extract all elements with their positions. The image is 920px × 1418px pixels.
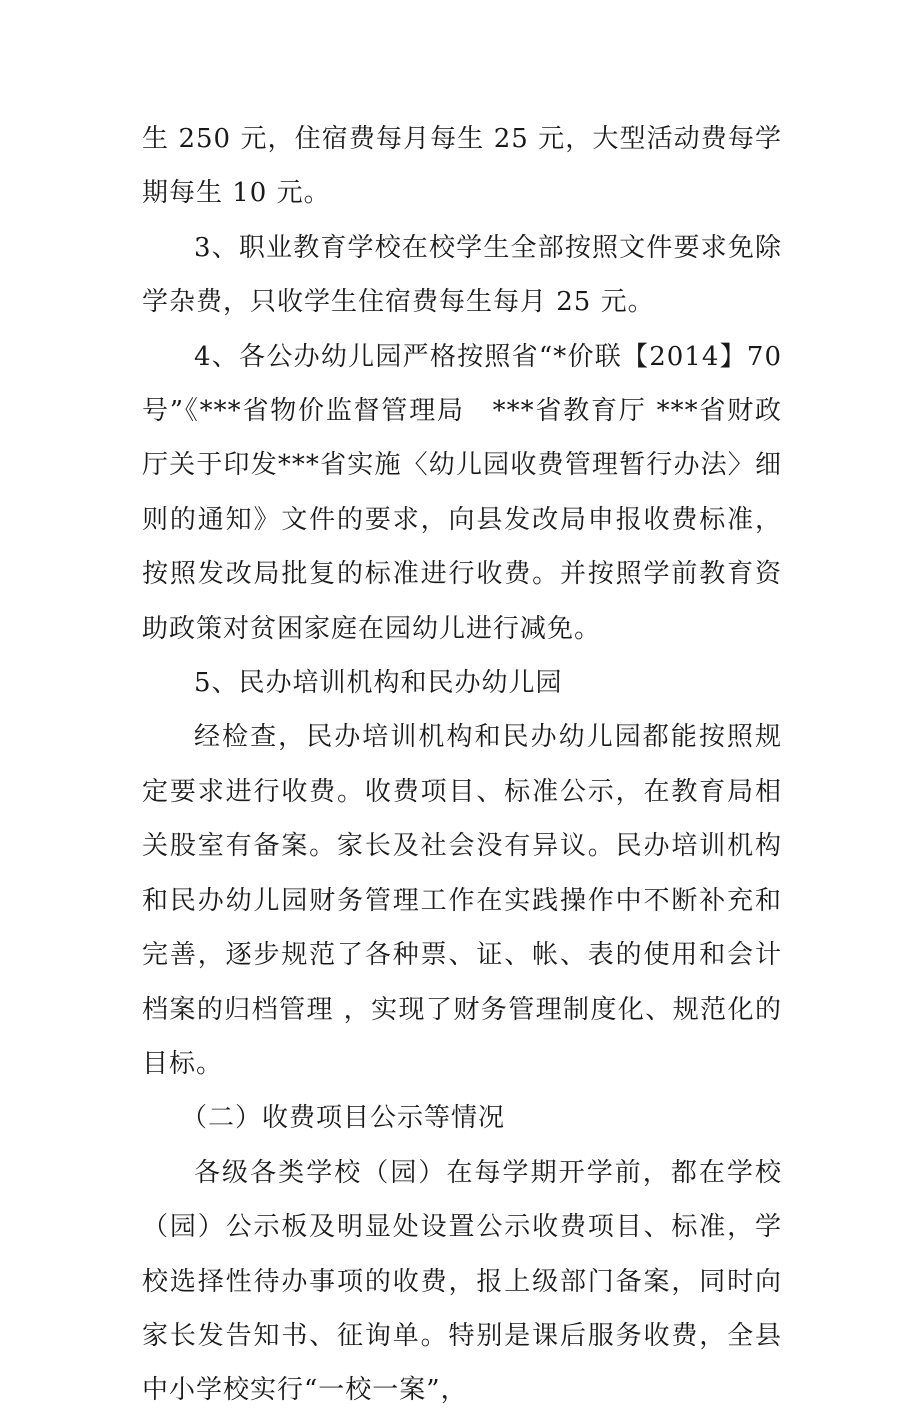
paragraph-private-institutions-heading: 5、民办培训机构和民办幼儿园	[194, 668, 563, 699]
paragraph-fee-continuation: 生 250 元，住宿费每月每生 25 元，大型活动费每学期每生 10 元。	[142, 124, 782, 209]
paragraph-fee-disclosure: 各级各类学校（园）在每学期开学前，都在学校（园）公示板及明显处设置公示收费项目、标准，学校选择性待办事项的收费，报上级部门备案，同时向家长发告知书、征询单。特别是课后服务收费，全县中小学校实行“一校一案”，	[142, 1157, 782, 1406]
paragraph-vocational-schools: 3、职业教育学校在校学生全部按照文件要求免除学杂费，只收学生住宿费每生每月 25 元。	[142, 232, 782, 318]
paragraph-inspection-results: 经检查，民办培训机构和民办幼儿园都能按照规定要求进行收费。收费项目、标准公示，在教育局相关股室有备案。家长及社会没有异议。民办培训机构和民办幼儿园财务管理工作在实践操作中不断补充和完善，逐步规范了各种票、证、帐、表的使用和会计档案的归档管理 ，实现了财务管理制度化、规范化的目标。	[142, 722, 782, 1079]
paragraph-public-kindergartens: 4、各公办幼儿园严格按照省“*价联【2014】70 号”《***省物价监督管理局 ***省教育厅 ***省财政厅关于印发***省实施〈幼儿园收费管理暂行办法〉细则的通知》文件的要求，向县发改局申报收费标准，按照发改局批复的标准进行收费。并按照学前教育资助政策对贫困家庭在园幼儿进行减免。	[142, 341, 782, 644]
document-body	[142, 112, 782, 1418]
section-heading-fee-disclosure: （二）收费项目公示等情况	[181, 1103, 506, 1134]
